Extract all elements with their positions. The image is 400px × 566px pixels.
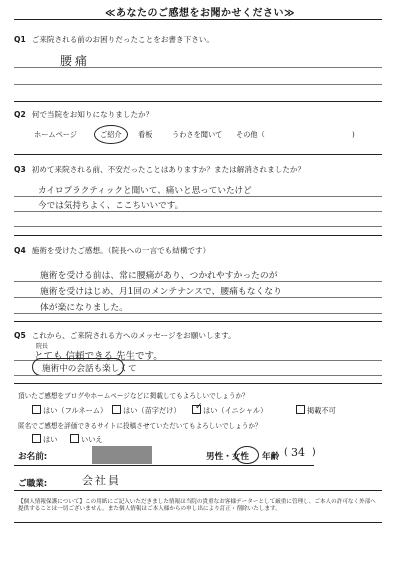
q2-option-homepage[interactable]: ホームページ bbox=[34, 130, 77, 139]
q4-answer-line-text-3: 体が楽になりました。 bbox=[40, 303, 128, 313]
q5-answer-line-2 bbox=[14, 375, 382, 376]
q2-question bbox=[14, 109, 153, 120]
q5-answer-circle bbox=[32, 358, 124, 376]
q5-answer-line-text-1: とても 信頼できる 先生です。 bbox=[34, 351, 163, 362]
occupation-underline bbox=[14, 490, 382, 491]
q4-answer-line-3 bbox=[14, 313, 382, 314]
bottom-divider bbox=[14, 522, 382, 523]
q5-text: これから、ご来院される方へのメッセージをお願いします。 bbox=[31, 331, 236, 340]
q2-other-close: ) bbox=[352, 130, 355, 139]
permission-option-initials[interactable] bbox=[192, 405, 267, 416]
checkbox-decline[interactable] bbox=[296, 405, 305, 414]
form-title: ≪あなたのご感想をお聞かせください≫ bbox=[105, 8, 295, 19]
redacted-name bbox=[92, 446, 152, 464]
occupation-value: 会社員 bbox=[82, 474, 121, 487]
q3-answer-line-1 bbox=[14, 196, 382, 197]
review-site-option-yes-label: はい bbox=[43, 435, 58, 444]
q2-option-rumor[interactable]: うわさを聞いて bbox=[172, 130, 223, 139]
q2-selected-circle bbox=[94, 125, 128, 144]
q3-text: 初めて来院される前、不安だったことはありますか？または解消されましたか？ bbox=[31, 165, 306, 174]
name-underline bbox=[14, 465, 314, 466]
age-value: 34 bbox=[291, 446, 305, 459]
q4-answer-line-text-2: 施術を受けはじめ、月1回のメンテナンスで、腰痛もなくなり bbox=[40, 287, 282, 297]
q5-divider bbox=[14, 383, 382, 384]
checkbox-review-no[interactable] bbox=[70, 434, 79, 443]
q2-text: 何で当院をお知りになりましたか？ bbox=[31, 110, 154, 119]
q2-option-signboard[interactable]: 看板 bbox=[138, 130, 153, 139]
q2-option-other[interactable]: その他（ bbox=[236, 130, 265, 139]
q1-number: Q1 bbox=[14, 35, 26, 44]
gender-label: 男性・女性 bbox=[206, 452, 249, 462]
review-site-option-yes[interactable] bbox=[32, 434, 57, 445]
gender-selected-circle bbox=[235, 446, 259, 464]
q5-number: Q5 bbox=[14, 331, 26, 340]
checkbox-fullname[interactable] bbox=[32, 405, 41, 414]
q5-answer-line-text-2: 施術中の会話も楽しくて bbox=[42, 364, 137, 374]
q5-answer-note: 院長 bbox=[36, 343, 49, 350]
q3-number: Q3 bbox=[14, 165, 26, 174]
age-open-paren: ( bbox=[284, 447, 288, 458]
q2-option-referral[interactable]: ご紹介 bbox=[100, 130, 122, 139]
permission-option-fullname[interactable] bbox=[32, 405, 107, 416]
permission-option-initials-label: はい（イニシャル） bbox=[203, 406, 268, 415]
q4-answer-line-text-1: 施術を受ける前は、常に腰痛があり、つかれやすかったのが bbox=[40, 271, 278, 281]
q4-number: Q4 bbox=[14, 246, 26, 255]
permission-option-fullname-label: はい（フルネーム） bbox=[43, 406, 108, 415]
permission-option-decline-label: 掲載不可 bbox=[307, 406, 336, 415]
q1-answer-line-2 bbox=[14, 84, 382, 85]
q4-text: 施術を受けたご感想。（院長への一言でも結構です） bbox=[31, 246, 211, 255]
occupation-label: ご職業: bbox=[18, 479, 48, 489]
permission-option-surname[interactable] bbox=[112, 405, 181, 416]
age-label: 年齢 bbox=[262, 452, 280, 462]
review-site-option-no[interactable] bbox=[70, 434, 103, 445]
q3-question bbox=[14, 164, 305, 175]
permission-question: 頂いたご感想をブログやホームページなどに掲載してもよろしいでしょうか？ bbox=[18, 392, 249, 400]
q3-divider bbox=[14, 235, 382, 236]
checkbox-review-yes[interactable] bbox=[32, 434, 41, 443]
checkbox-surname[interactable] bbox=[112, 405, 121, 414]
name-label: お名前: bbox=[18, 452, 48, 462]
q3-answer-line-text-2: 今では気持ちよく、ここちいいです。 bbox=[38, 201, 184, 211]
q4-divider bbox=[14, 321, 382, 322]
q4-answer-line-1 bbox=[14, 281, 382, 282]
age-close-paren: ) bbox=[312, 447, 316, 458]
q5-question bbox=[14, 330, 236, 341]
q4-answer-line-2 bbox=[14, 297, 382, 298]
q4-question bbox=[14, 245, 210, 256]
review-site-option-no-label: いいえ bbox=[81, 435, 103, 444]
title-divider bbox=[14, 19, 382, 20]
q3-answer-line-3 bbox=[14, 226, 382, 227]
privacy-notice: 【個人情報保護について】この用紙にご記入いただきました情報は当院の貴重なお客様データーとして厳重に管理し、ご本人の許可なく外部へ 提供することは一切ございません。また個人情報はご本人様からの申し出により訂正・削除いたします。 bbox=[18, 499, 376, 512]
q2-divider bbox=[14, 154, 382, 155]
q1-divider bbox=[14, 101, 382, 102]
review-site-question: 匿名でご感想を評価できるサイトに投稿させていただいてもよろしいでしょうか？ bbox=[18, 422, 262, 430]
q1-answer: 腰痛 bbox=[60, 54, 91, 68]
q3-answer-line-2 bbox=[14, 211, 382, 212]
permission-option-surname-label: はい（苗字だけ） bbox=[123, 406, 181, 415]
q1-answer-line-1 bbox=[14, 67, 382, 68]
q3-answer-line-text-1: カイロプラクティックと聞いて、痛いと思っていたけど bbox=[38, 186, 252, 196]
q1-text: ご来院される前のお困りだったことをお書き下さい。 bbox=[31, 35, 214, 44]
q2-number: Q2 bbox=[14, 110, 26, 119]
permission-option-decline[interactable] bbox=[296, 405, 336, 416]
q1-question bbox=[14, 34, 214, 45]
